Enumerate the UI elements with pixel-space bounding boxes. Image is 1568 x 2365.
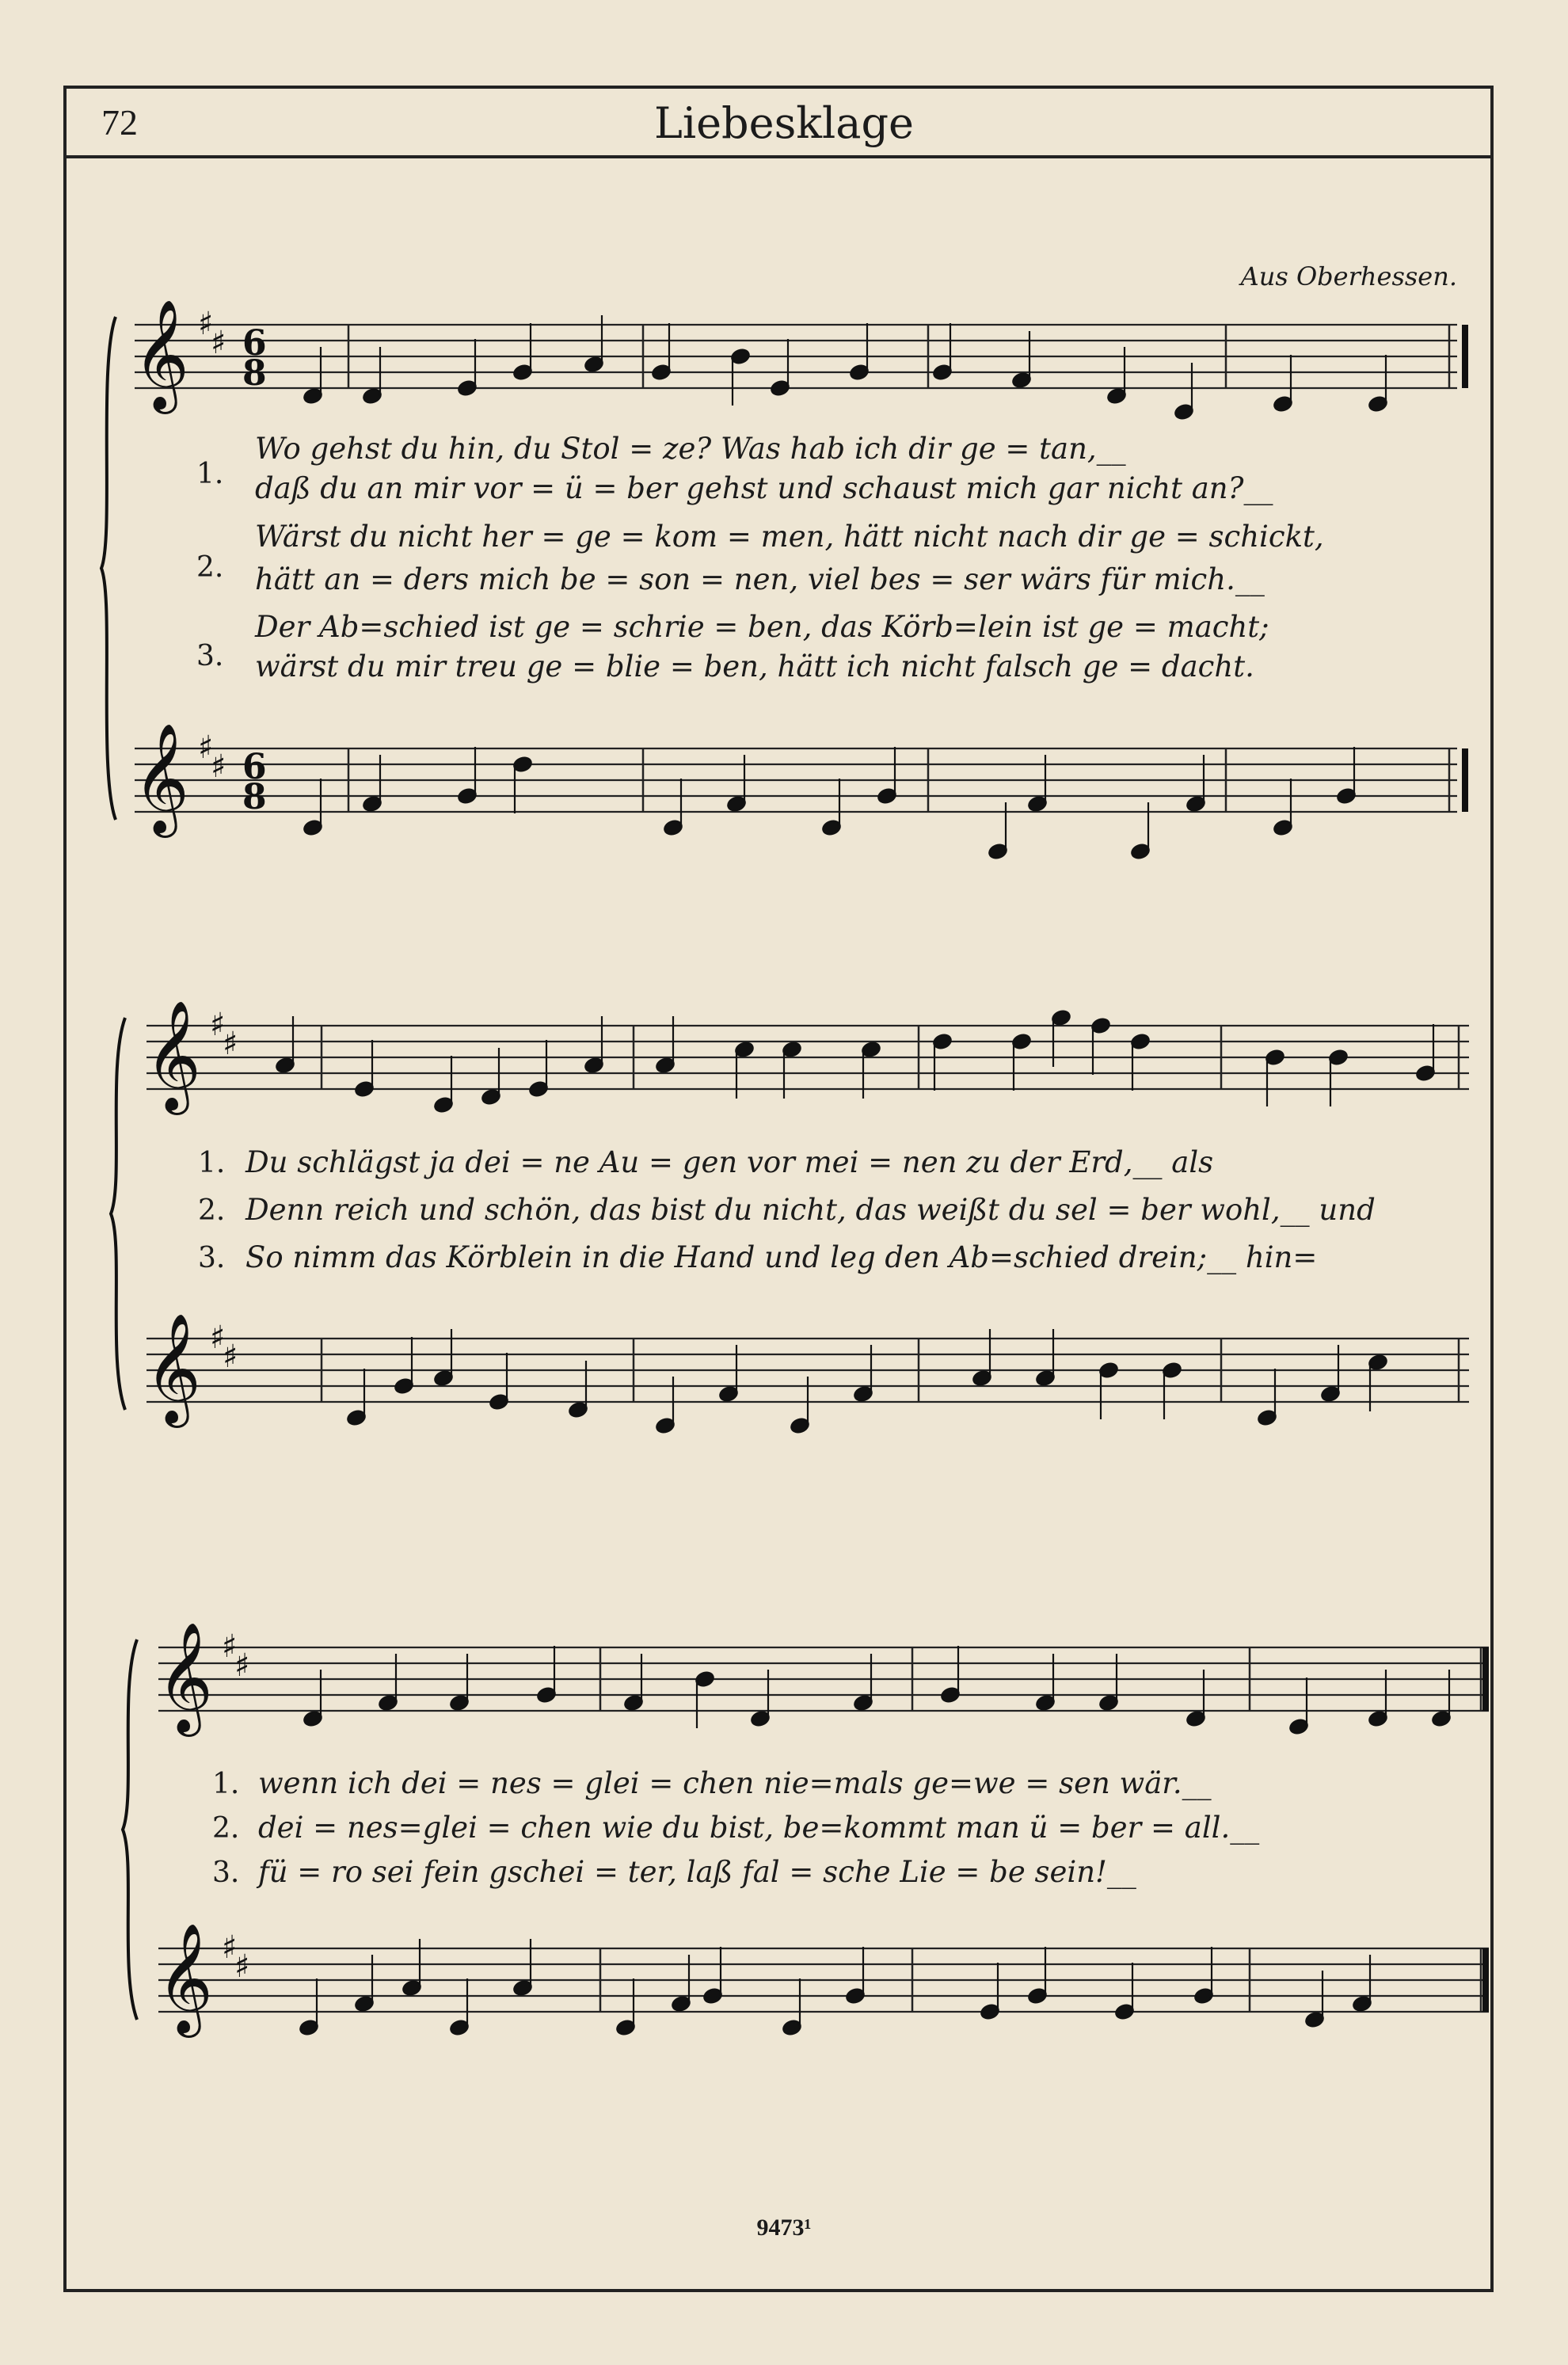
lyric-line: Wo gehst du hin, du Stol = ze? Was hab ich dir ge = tan,__ [255, 432, 1126, 466]
lyric-line: Du schlägst ja dei = ne Au = gen vor mei = nen zu der Erd,__ als [245, 1145, 1214, 1179]
treble-clef: 𝄞 [157, 1622, 213, 1732]
key-signature: ♯ [222, 1628, 238, 1665]
key-signature: ♯ [198, 306, 214, 342]
lyric-line: wärst du mir treu ge = blie = ben, hätt ich nicht falsch ge = dacht. [255, 649, 1254, 684]
treble-clef: 𝄞 [133, 723, 189, 833]
lyric-line: Denn reich und schön, das bist du nicht, das weißt du sel = ber wohl,__ und [245, 1193, 1376, 1227]
key-signature: ♯ [211, 748, 226, 785]
key-signature: ♯ [210, 1007, 226, 1043]
time-signature-numerator: 6 [242, 323, 267, 364]
key-signature: ♯ [223, 1339, 238, 1375]
time-signature-denominator: 8 [242, 777, 267, 817]
final-barline [1482, 1948, 1489, 2012]
time-signature-denominator: 8 [242, 353, 267, 394]
verse-number: 3. [212, 1857, 240, 1889]
treble-clef: 𝄞 [157, 1923, 213, 2033]
verse-number: 3. [198, 1242, 226, 1274]
key-signature: ♯ [210, 1320, 226, 1356]
time-signature-numerator: 6 [242, 747, 267, 787]
lyric-line: Der Ab=schied ist ge = schrie = ben, das Körb=lein ist ge = macht; [255, 610, 1269, 644]
verse-number: 2. [198, 1194, 226, 1227]
verse-number: 1. [196, 458, 224, 490]
repeat-barline [1462, 325, 1468, 388]
treble-clef: 𝄞 [145, 1313, 201, 1423]
lyric-line: dei = nes=glei = chen wie du bist, be=kommt man ü = ber = all.__ [258, 1811, 1260, 1845]
system-brace [101, 317, 116, 820]
footer-plate-number: 9473¹ [756, 2215, 812, 2241]
key-signature: ♯ [234, 1948, 250, 1985]
lyric-line: So nimm das Körblein in die Hand und leg den Ab=schied drein;__ hin= [245, 1240, 1318, 1274]
system-brace [123, 1640, 137, 2020]
verse-number: 2. [212, 1812, 240, 1845]
lyric-line: wenn ich dei = nes = glei = chen nie=mals ge=we = sen wär.__ [258, 1766, 1212, 1800]
verse-number: 3. [196, 640, 224, 672]
treble-clef: 𝄞 [145, 1000, 201, 1110]
key-signature: ♯ [198, 729, 214, 766]
verse-number: 2. [196, 551, 224, 584]
key-signature: ♯ [234, 1647, 250, 1684]
page-number: 72 [101, 102, 138, 143]
lyric-line: Wärst du nicht her = ge = kom = men, hätt nicht nach dir ge = schickt, [255, 520, 1324, 554]
key-signature: ♯ [222, 1929, 238, 1966]
key-signature: ♯ [211, 325, 226, 361]
origin-note: Aus Oberhessen. [1240, 261, 1457, 291]
lyric-line: fü = ro sei fein gschei = ter, laß fal = sche Lie = be sein!__ [258, 1855, 1136, 1889]
system-brace [111, 1018, 125, 1410]
page-title: Liebesklage [653, 98, 915, 148]
key-signature: ♯ [223, 1026, 238, 1062]
lyric-line: daß du an mir vor = ü = ber gehst und schaust mich gar nicht an?__ [255, 471, 1273, 505]
repeat-barline [1462, 748, 1468, 812]
final-barline [1482, 1647, 1489, 1711]
verse-number: 1. [198, 1147, 226, 1179]
treble-clef: 𝄞 [133, 299, 189, 409]
verse-number: 1. [212, 1768, 240, 1800]
lyric-line: hätt an = ders mich be = son = nen, viel bes = ser wärs für mich.__ [255, 562, 1265, 596]
